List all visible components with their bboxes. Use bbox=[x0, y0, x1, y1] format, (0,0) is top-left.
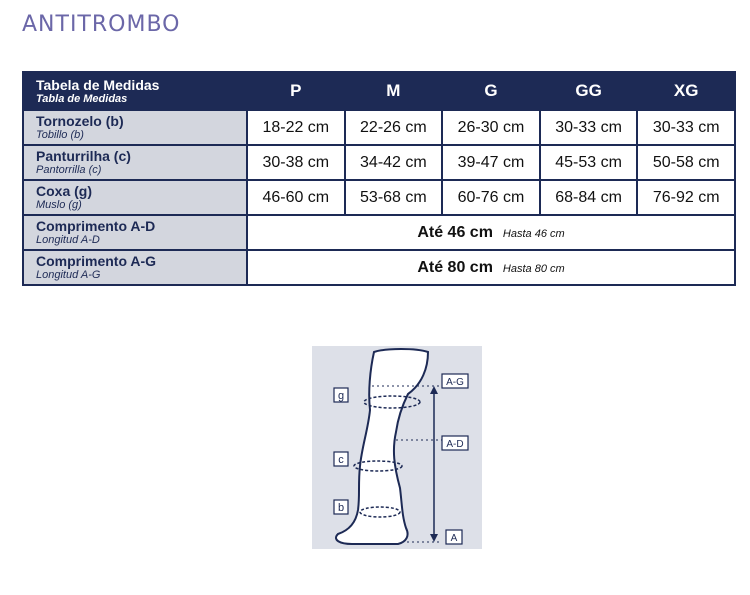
label-a: A bbox=[450, 533, 458, 544]
size-header-xg: XG bbox=[637, 72, 735, 110]
table-header-subtitle: Tabla de Medidas bbox=[36, 92, 128, 105]
table-cell: 68-84 cm bbox=[540, 180, 638, 215]
table-cell: 60-76 cm bbox=[442, 180, 540, 215]
label-c: c bbox=[338, 454, 344, 466]
size-header-gg: GG bbox=[540, 72, 638, 110]
size-table bbox=[22, 71, 736, 286]
table-cell: 46-60 cm bbox=[247, 180, 345, 215]
table-cell: 39-47 cm bbox=[442, 145, 540, 180]
row-label-main: Coxa (g) bbox=[36, 183, 92, 199]
length-ag-value-cell bbox=[247, 250, 735, 285]
row-label-sub: Longitud A-D bbox=[36, 234, 100, 246]
table-row bbox=[23, 110, 735, 145]
table-row bbox=[23, 250, 735, 285]
size-header-g: G bbox=[442, 72, 540, 110]
page-title: ANTITROMBO bbox=[22, 12, 181, 37]
table-row bbox=[23, 215, 735, 250]
table-row bbox=[23, 180, 735, 215]
row-label-length-ad bbox=[23, 215, 247, 250]
leg-measurement-diagram bbox=[312, 346, 482, 549]
row-label-ankle bbox=[23, 110, 247, 145]
label-ag: A-G bbox=[446, 377, 464, 388]
row-label-main: Panturrilha (c) bbox=[36, 148, 131, 164]
table-row bbox=[23, 145, 735, 180]
table-header-title: Tabela de Medidas bbox=[36, 76, 160, 93]
size-header-m: M bbox=[345, 72, 443, 110]
table-cell: 18-22 cm bbox=[247, 110, 345, 145]
length-ad-value-sub: Hasta 46 cm bbox=[502, 227, 565, 240]
row-label-main: Comprimento A-D bbox=[36, 218, 156, 234]
length-ad-value-cell bbox=[247, 215, 735, 250]
table-cell: 26-30 cm bbox=[442, 110, 540, 145]
table-cell: 22-26 cm bbox=[345, 110, 443, 145]
row-label-sub: Muslo (g) bbox=[36, 199, 82, 211]
row-label-thigh bbox=[23, 180, 247, 215]
size-header-p: P bbox=[247, 72, 345, 110]
table-cell: 53-68 cm bbox=[345, 180, 443, 215]
row-label-sub: Tobillo (b) bbox=[36, 129, 84, 141]
table-cell: 34-42 cm bbox=[345, 145, 443, 180]
table-cell: 30-38 cm bbox=[247, 145, 345, 180]
label-b: b bbox=[337, 502, 345, 514]
table-cell: 30-33 cm bbox=[637, 110, 735, 145]
row-label-length-ag bbox=[23, 250, 247, 285]
label-ad: A-D bbox=[446, 439, 464, 450]
length-ag-value: Até 80 cm bbox=[417, 258, 493, 276]
table-cell: 76-92 cm bbox=[637, 180, 735, 215]
table-corner-header bbox=[23, 72, 247, 110]
row-label-calf bbox=[23, 145, 247, 180]
row-label-main: Comprimento A-G bbox=[36, 253, 157, 269]
table-cell: 45-53 cm bbox=[540, 145, 638, 180]
row-label-sub: Pantorrilla (c) bbox=[36, 164, 102, 176]
label-g: g bbox=[337, 390, 345, 402]
table-header-row bbox=[23, 72, 735, 110]
table-cell: 30-33 cm bbox=[540, 110, 638, 145]
row-label-sub: Longitud A-G bbox=[36, 269, 101, 281]
row-label-main: Tornozelo (b) bbox=[36, 113, 124, 129]
table-cell: 50-58 cm bbox=[637, 145, 735, 180]
length-ag-value-sub: Hasta 80 cm bbox=[502, 262, 565, 275]
length-ad-value: Até 46 cm bbox=[417, 223, 493, 241]
